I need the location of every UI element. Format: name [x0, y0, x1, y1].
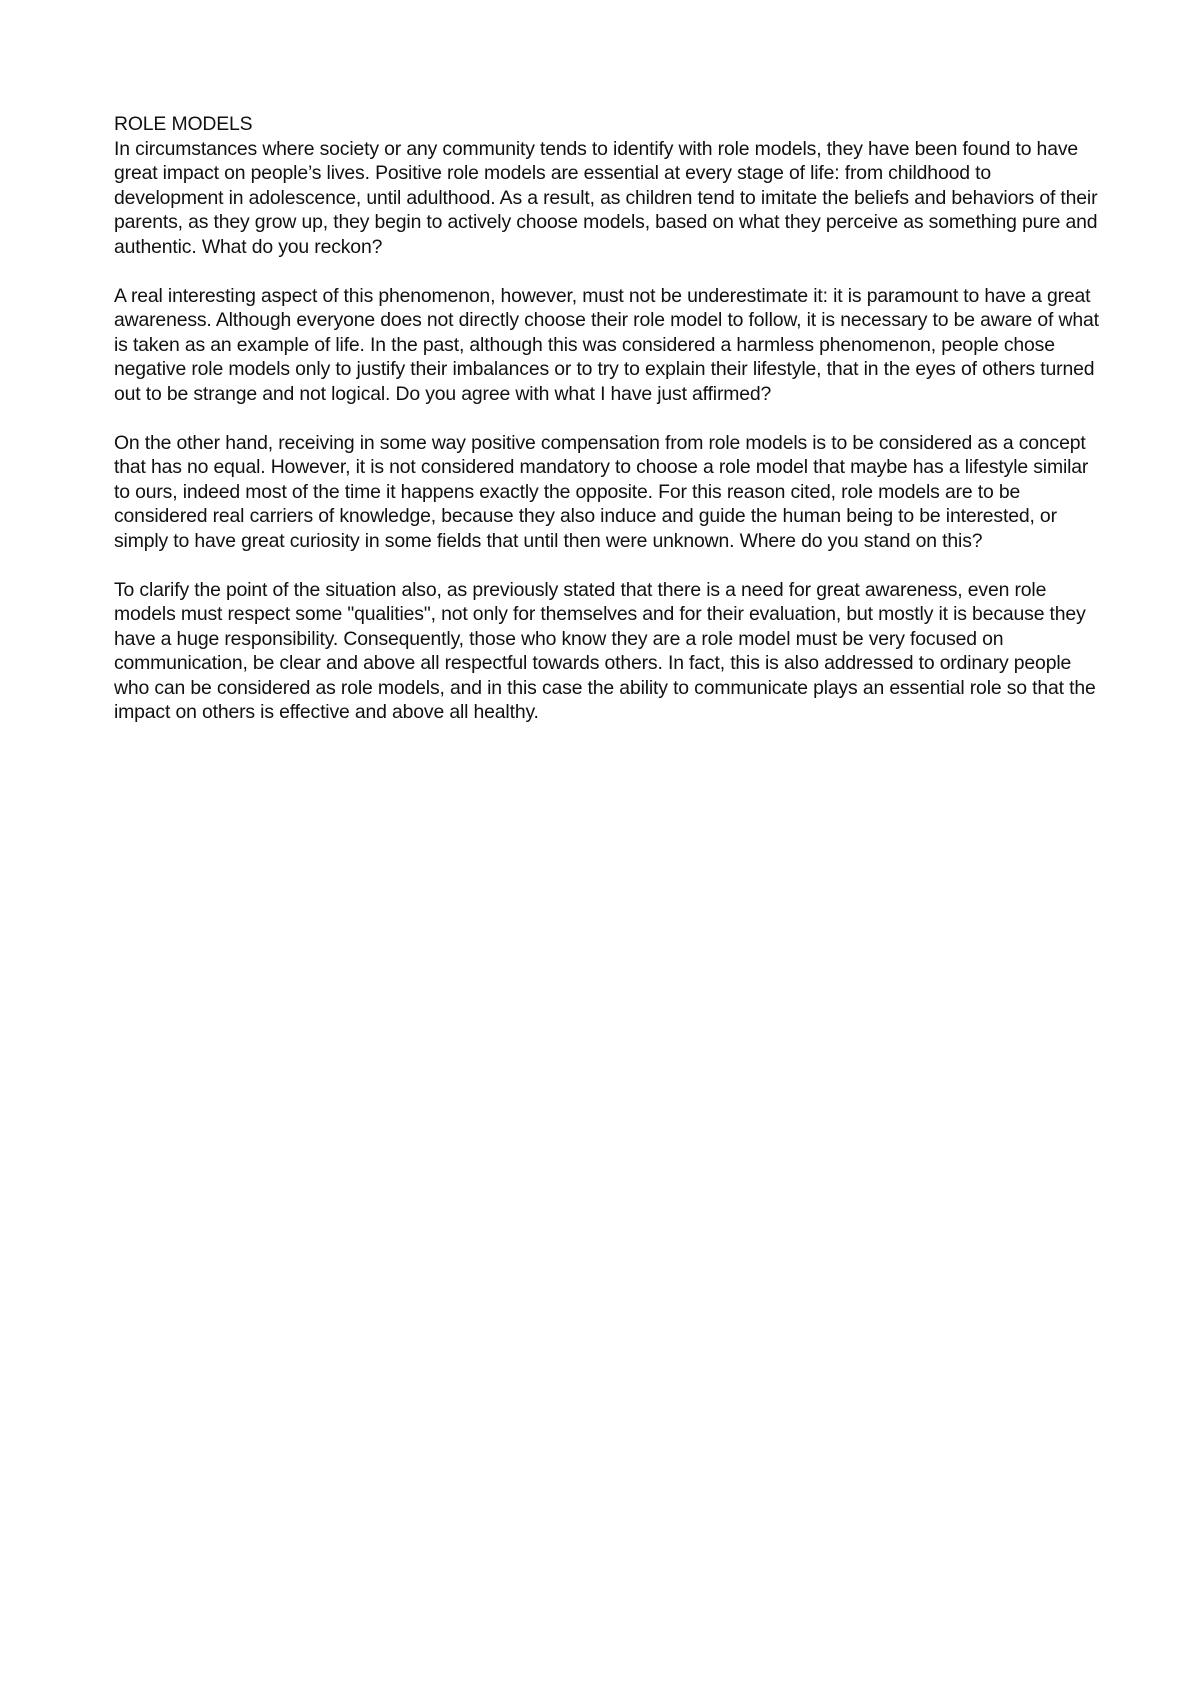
paragraph-4: To clarify the point of the situation also, as previously stated that there is a need for great awareness, even role models must respect some "qualities", not only for themselves and for their evaluation, but mostly it is because they have a huge responsibility. Consequently, those who know they are a role model must be very focused on communication, be clear and above all respectful towards others. In fact, this is also addressed to ordinary people who can be considered as role models, and in this case the ability to communicate plays an essential role so that the impact on others is effective and above all healthy. [114, 578, 1096, 723]
document-body [114, 112, 1099, 725]
paragraph-2: A real interesting aspect of this phenomenon, however, must not be underestimate it: it is paramount to have a great awareness. Although everyone does not directly choose their role model to follow, it is necessary to be aware of what is taken as an example of life. In the past, although this was considered a harmless phenomenon, people chose negative role models only to justify their imbalances or to try to explain their lifestyle, that in the eyes of others turned out to be strange and not logical. Do you agree with what I have just affirmed? [114, 284, 1099, 405]
document-title: ROLE MODELS [114, 113, 253, 135]
paragraph-1: In circumstances where society or any community tends to identify with role models, they have been found to have great impact on people’s lives. Positive role models are essential at every stage of life: from childhood to development in adolescence, until adulthood. As a result, as children tend to imitate the beliefs and behaviors of their parents, as they grow up, they begin to actively choose models, based on what they perceive as something pure and authentic. What do you reckon? [114, 137, 1098, 258]
paragraph-3: On the other hand, receiving in some way positive compensation from role models is to be considered as a concept that has no equal. However, it is not considered mandatory to choose a role model that maybe has a lifestyle similar to ours, indeed most of the time it happens exactly the opposite. For this reason cited, role models are to be considered real carriers of knowledge, because they also induce and guide the human being to be interested, or simply to have great curiosity in some fields that until then were unknown. Where do you stand on this? [114, 431, 1089, 552]
